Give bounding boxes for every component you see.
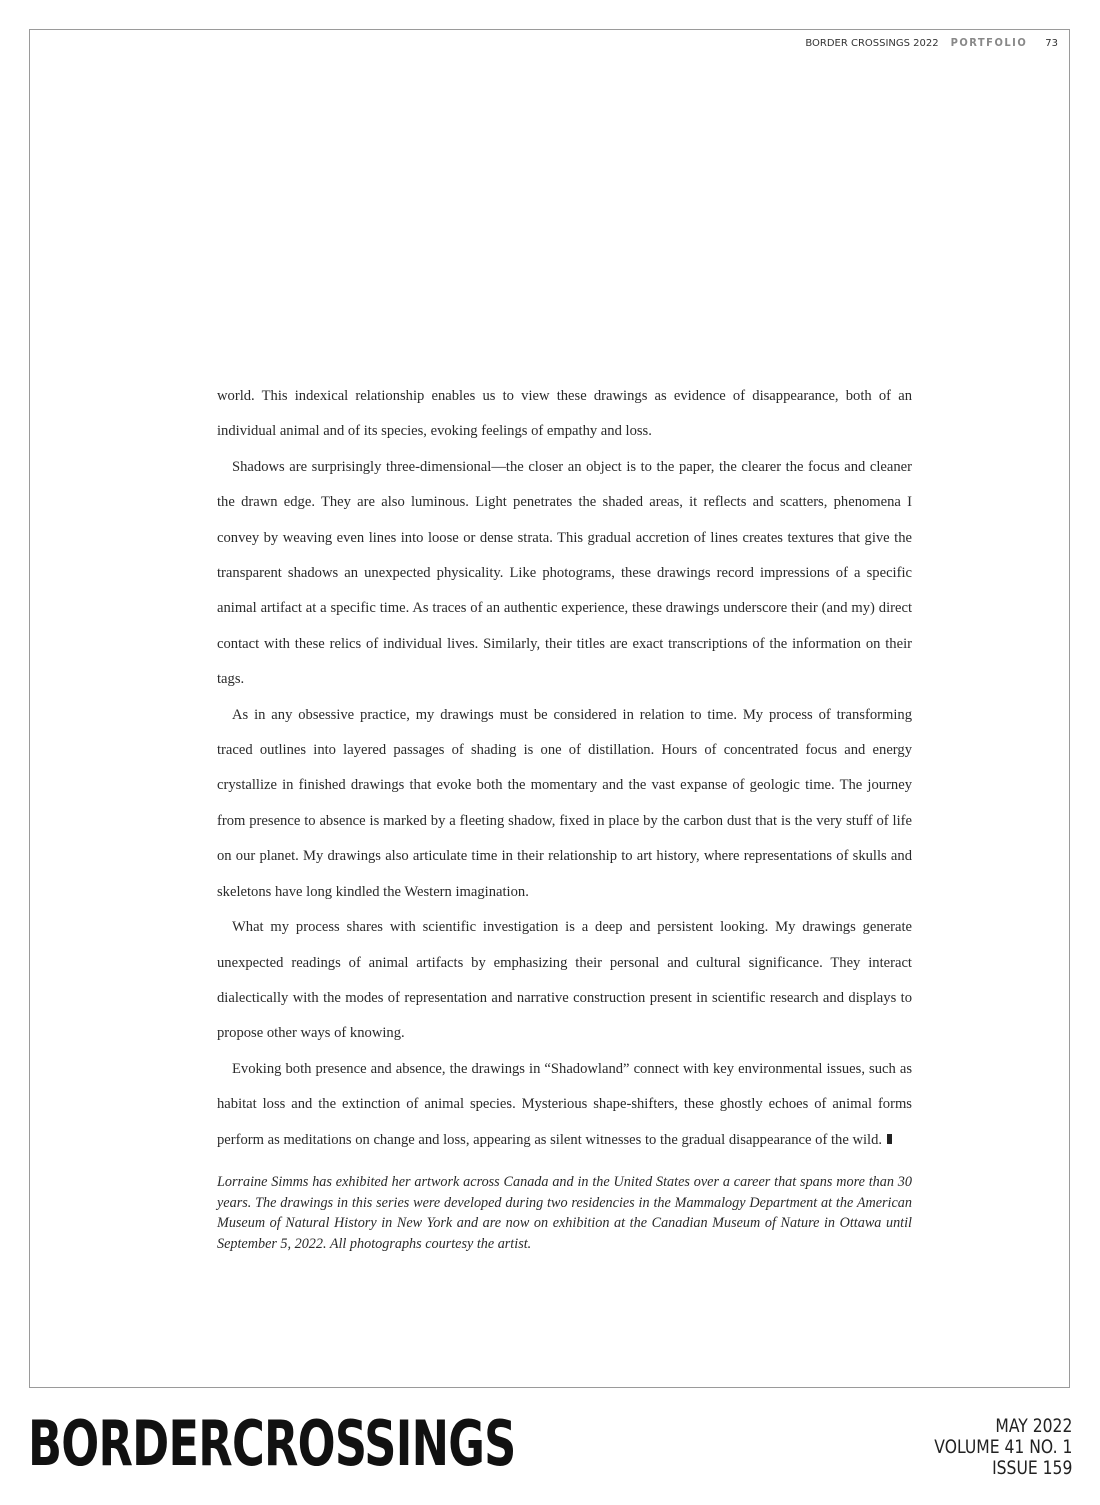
running-head-publication: BORDER CROSSINGS 2022 (805, 38, 939, 49)
page-number: 73 (1045, 38, 1058, 49)
article-paragraph: world. This indexical relationship enables us to view these drawings as evidence of disappearance, both of an individual animal and of its species, evoking feelings of empathy and loss. (217, 388, 912, 440)
article-paragraph: As in any obsessive practice, my drawings must be considered in relation to time. My process of transforming traced outlines into layered passages of shading is one of distillation. Hours of concentrated focus and energy crystallize in finished drawings that evoke both the momentary and the vast expanse of geologic time. The journey from presence to absence is marked by a fleeting shadow, fixed in place by the carbon dust that is the very stuff of life on our planet. My drawings also articulate time in their relationship to art history, where representations of skulls and skeletons have long kindled the Western imagination. (217, 706, 912, 900)
issue-number: ISSUE 159 (991, 1457, 1072, 1479)
issue-date: MAY 2022 (994, 1415, 1072, 1437)
issue-volume: VOLUME 41 NO. 1 (933, 1436, 1072, 1458)
article-paragraph-final (217, 1052, 912, 1158)
end-mark-icon (887, 1134, 892, 1144)
article-body (217, 379, 912, 1254)
author-bio: Lorraine Simms has exhibited her artwork across Canada and in the United States over a career that spans more than 30 years. The drawings in this series were developed during two residencies in the Mammalogy Department at the American Museum of Natural History in New York and are now on exhibition at the Canadian Museum of Nature in Ottawa until September 5, 2022. All photographs courtesy the artist. (217, 1173, 912, 1252)
article-paragraph: What my process shares with scientific investigation is a deep and persistent looking. My drawings generate unexpected readings of animal artifacts by emphasizing their personal and cultural significance. They interact dialectically with the modes of representation and narrative construction present in scientific research and displays to propose other ways of knowing. (217, 919, 912, 1042)
article-paragraph-text: Evoking both presence and absence, the drawings in “Shadowland” connect with key environmental issues, such as habitat loss and the extinction of animal species. Mysterious shape-shifters, these ghostly echoes of animal forms perform as meditations on change and loss, appearing as silent witnesses to the gradual disappearance of the wild. (217, 1060, 912, 1148)
article-paragraph: Shadows are surprisingly three-dimensional—the closer an object is to the paper, the clearer the focus and cleaner the drawn edge. They are also luminous. Light penetrates the shaded areas, it reflects and scatters, phenomena I convey by weaving even lines into loose or dense strata. This gradual accretion of lines creates textures that give the transparent shadows an unexpected physicality. Like photograms, these drawings record impressions of a specific animal artifact at a specific time. As traces of an authentic experience, these drawings underscore their (and my) direct contact with these relics of individual lives. Similarly, their titles are exact transcriptions of the information on their tags. (217, 458, 912, 688)
running-head (805, 36, 1058, 49)
magazine-logo: BORDERCROSSINGS (28, 1407, 516, 1480)
issue-info (934, 1416, 1072, 1479)
running-head-section: PORTFOLIO (950, 36, 1028, 49)
